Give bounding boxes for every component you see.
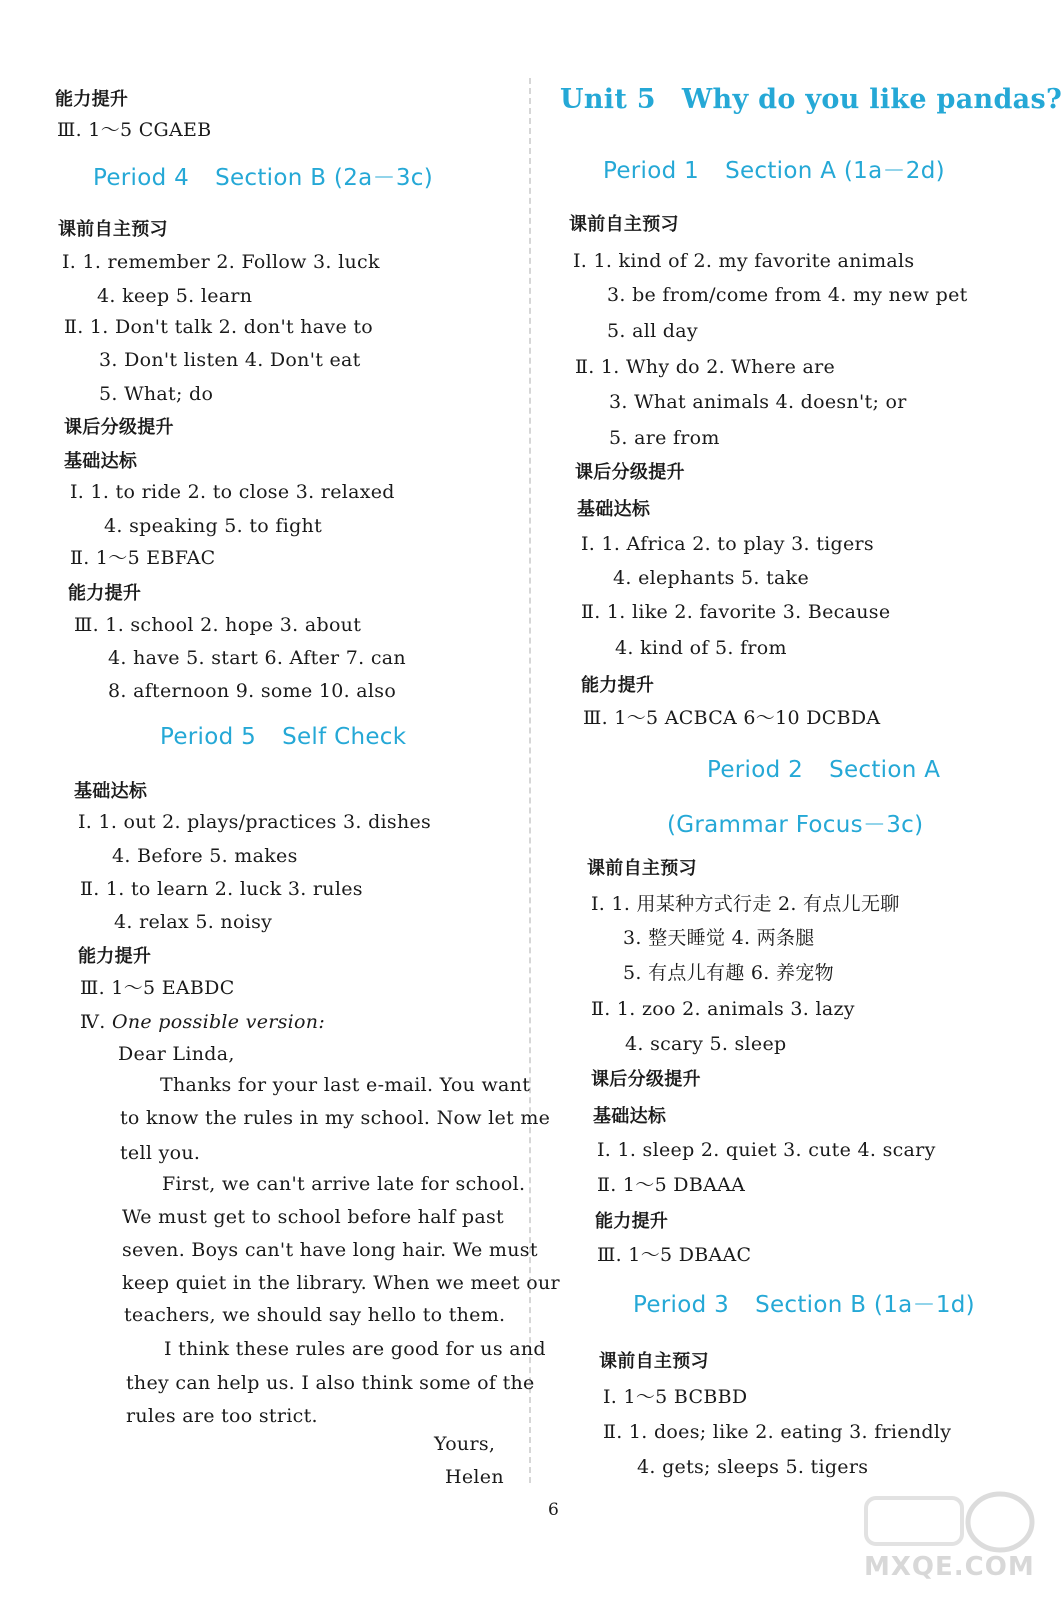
answer-line: Ⅰ. 1. kind of 2. my favorite animals [573,250,915,272]
answer-line: Ⅲ. 1. school 2. hope 3. about [74,614,362,636]
watermark [850,1488,1050,1590]
version-label: One possible version: [111,1011,326,1033]
heading-preview: 课前自主预习 [599,1351,709,1372]
heading-basic: 基础达标 [593,1106,667,1127]
answer-line: 5. all day [607,320,698,342]
heading-after-class: 课后分级提升 [64,417,174,438]
answer-line: 4. Before 5. makes [112,845,298,867]
heading-ability: 能力提升 [581,675,655,696]
answer-line: 4. speaking 5. to fight [104,515,323,537]
heading-preview: 课前自主预习 [587,858,697,879]
answer-line: 4. elephants 5. take [613,567,810,589]
period-2-subtitle: (Grammar Focus－3c) [667,812,924,838]
answer-line: 4. gets; sleeps 5. tigers [637,1456,869,1478]
answer-line: Ⅰ. 1. to ride 2. to close 3. relaxed [70,481,395,503]
answer-line: Ⅰ. 1. 用某种方式行走 2. 有点儿无聊 [591,893,900,915]
answer-line: Ⅲ. 1～5 DBAAC [597,1244,752,1266]
answer-line: 3. 整天睡觉 4. 两条腿 [623,927,815,949]
letter-line: keep quiet in the library. When we meet our [122,1272,560,1294]
section-label: Section A (1a－2d) [725,158,945,184]
answer-line: 4. keep 5. learn [97,285,253,307]
answer-line: 3. What animals 4. doesn't; or [609,391,907,413]
letter-salutation: Dear Linda, [118,1043,235,1065]
period-3-title [633,1290,975,1320]
section-label: Self Check [282,724,407,750]
letter-line: We must get to school before half past [122,1206,504,1228]
period-label: Period 4 [93,165,190,191]
period-2-title [707,755,940,785]
heading-basic: 基础达标 [74,781,148,802]
answer-line: Ⅱ. 1. like 2. favorite 3. Because [581,601,891,623]
answer-line: Ⅰ. 1～5 BCBBD [603,1386,748,1408]
answer-line: Ⅱ. 1. does; like 2. eating 3. friendly [603,1421,952,1443]
period-1-title [603,156,945,186]
letter-line: tell you. [120,1142,201,1164]
answer-line: Ⅲ. 1～5 EABDC [80,977,235,999]
period-label: Period 2 [707,757,804,783]
answer-line: 4. have 5. start 6. After 7. can [108,647,406,669]
letter-line: they can help us. I also think some of the [126,1372,535,1394]
answer-line: Ⅲ. 1～5 CGAEB [57,119,212,141]
letter-line: to know the rules in my school. Now let me [120,1107,551,1129]
roman-numeral: Ⅳ. [80,1011,106,1033]
answer-line: Ⅲ. 1～5 ACBCA 6～10 DCBDA [583,707,881,729]
letter-line: teachers, we should say hello to them. [124,1304,506,1326]
letter-line: First, we can't arrive late for school. [162,1173,526,1195]
answer-line [80,1010,325,1034]
answer-line: 5. are from [609,427,720,449]
section-label: Section B (1a－1d) [755,1292,975,1318]
heading-basic: 基础达标 [577,499,651,520]
answer-line: 3. be from/come from 4. my new pet [607,284,968,306]
letter-line: I think these rules are good for us and [164,1338,546,1360]
letter-line: rules are too strict. [126,1405,318,1427]
answer-line: 3. Don't listen 4. Don't eat [99,349,361,371]
letter-signature: Helen [445,1466,504,1488]
heading-ability: 能力提升 [595,1211,669,1232]
heading-after-class: 课后分级提升 [575,462,685,483]
answer-line: Ⅰ. 1. Africa 2. to play 3. tigers [581,533,874,555]
answer-line: Ⅰ. 1. remember 2. Follow 3. luck [62,251,380,273]
period-label: Period 5 [160,724,257,750]
answer-line: Ⅱ. 1. to learn 2. luck 3. rules [80,878,363,900]
period-label: Period 3 [633,1292,730,1318]
answer-line: Ⅱ. 1. zoo 2. animals 3. lazy [591,998,855,1020]
heading-after-class: 课后分级提升 [591,1069,701,1090]
answer-line: 4. relax 5. noisy [114,911,273,933]
answer-line: Ⅱ. 1. Why do 2. Where are [575,356,836,378]
watermark-text: MXQE.COM [864,1552,1035,1582]
answer-line: Ⅱ. 1～5 DBAAA [597,1174,746,1196]
answer-line: 4. scary 5. sleep [625,1033,787,1055]
heading-ability: 能力提升 [78,946,152,967]
answer-line: Ⅱ. 1. Don't talk 2. don't have to [64,316,374,338]
section-label: Section A [829,757,941,783]
heading-ability: 能力提升 [68,583,142,604]
answer-line: Ⅰ. 1. sleep 2. quiet 3. cute 4. scary [597,1139,936,1161]
heading-preview: 课前自主预习 [58,219,168,240]
answer-line: 5. 有点儿有趣 6. 养宠物 [623,962,834,984]
unit-question: Why do you like pandas? [681,84,1063,115]
heading-basic: 基础达标 [64,451,138,472]
period-label: Period 1 [603,158,700,184]
answer-line: Ⅱ. 1～5 EBFAC [70,547,216,569]
answer-line: 4. kind of 5. from [615,637,787,659]
section-label: Section B (2a－3c) [215,165,433,191]
unit-title [560,83,1062,117]
page-number: 6 [548,1500,559,1520]
answer-line: 8. afternoon 9. some 10. also [108,680,397,702]
heading-preview: 课前自主预习 [569,214,679,235]
unit-label: Unit 5 [560,84,656,115]
letter-line: Thanks for your last e-mail. You want [160,1074,531,1096]
answer-line: 5. What; do [99,383,214,405]
period-4-title [93,163,433,193]
letter-line: seven. Boys can't have long hair. We must [122,1239,538,1261]
heading-ability: 能力提升 [55,89,129,110]
answer-line: Ⅰ. 1. out 2. plays/practices 3. dishes [78,811,432,833]
letter-closing: Yours, [434,1433,496,1455]
period-5-title [160,722,406,752]
watermark-logo-icon [850,1488,1050,1558]
